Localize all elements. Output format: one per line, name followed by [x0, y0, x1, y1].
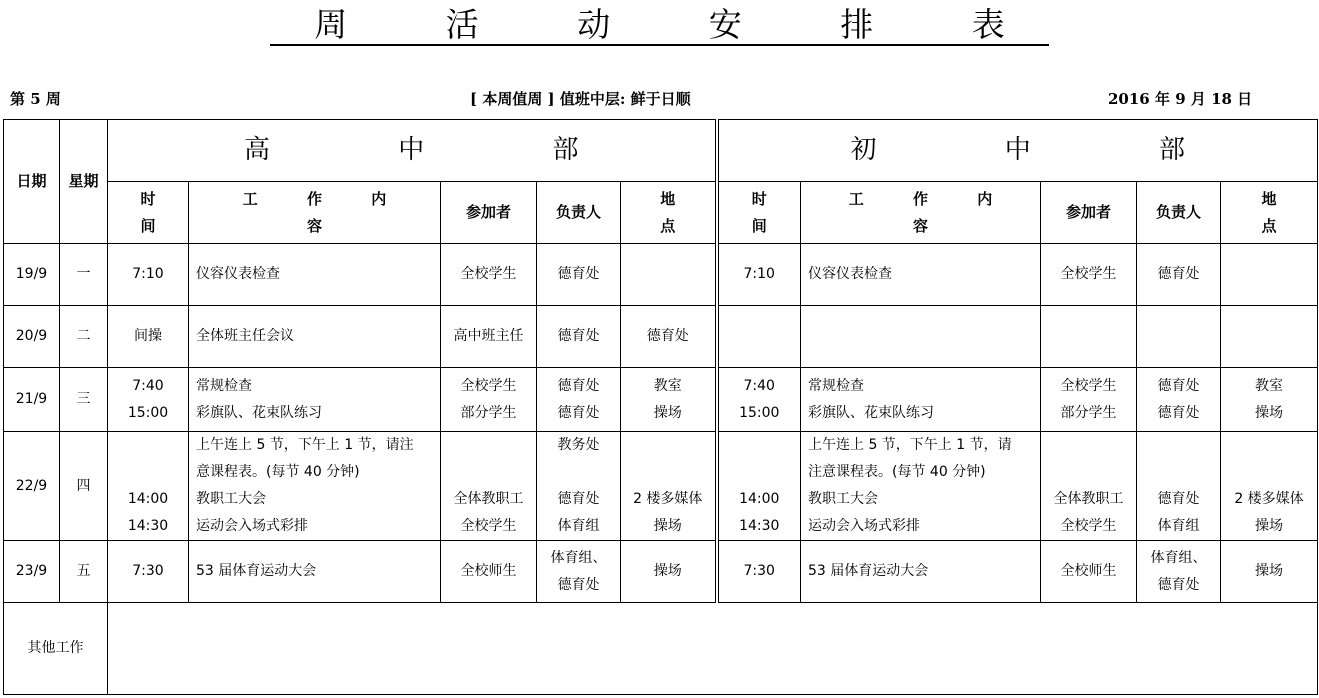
senior-participants-cell — [441, 368, 537, 432]
schedule-table — [3, 119, 1318, 695]
junior-content-line: 彩旗队、花束队练习 — [808, 404, 934, 421]
junior-content-line: 教职工大会 — [808, 491, 878, 507]
junior-time-line — [719, 459, 801, 486]
senior-time-line: 7:30 — [132, 563, 164, 579]
header-weekday: 星期 — [60, 120, 108, 244]
senior-participants-line: 部分学生 — [460, 404, 517, 421]
senior-place-cell — [621, 244, 717, 306]
cell-weekday: 四 — [60, 432, 108, 541]
junior-leader-line — [1137, 432, 1220, 459]
senior-participants-line: 高中班主任 — [453, 328, 524, 344]
junior-place-line: 教室 — [1255, 377, 1283, 394]
senior-leader-cell — [537, 244, 621, 306]
senior-time-cell — [108, 368, 189, 432]
senior-content-line: 常规检查 — [196, 377, 252, 394]
header-time: 时 间 — [717, 182, 801, 244]
senior-place-cell — [621, 306, 717, 368]
junior-participants-line: 部分学生 — [1060, 404, 1117, 421]
header-leader: 负责人 — [537, 182, 621, 244]
junior-participants-line: 全校学生 — [1060, 377, 1117, 394]
senior-leader-line: 体育组 — [557, 518, 600, 534]
junior-leader-line: 体育组、 — [1150, 549, 1207, 566]
senior-content-line: 彩旗队、花束队练习 — [196, 404, 322, 421]
senior-content-cell — [189, 432, 441, 541]
senior-participants-line: 全体教职工 — [453, 491, 524, 507]
cell-date: 23/9 — [4, 541, 60, 603]
junior-participants-line — [1041, 459, 1136, 486]
cell-date: 19/9 — [4, 244, 60, 306]
date-label: 2016 年 9 月 18 日 — [1108, 90, 1253, 108]
page-title-wrap — [0, 6, 1319, 46]
senior-place-cell — [621, 368, 717, 432]
senior-content-cell — [189, 306, 441, 368]
other-work-label: 其他工作 — [4, 603, 108, 695]
junior-content-cell — [801, 244, 1041, 306]
senior-place-line — [621, 459, 715, 486]
senior-place-line: 操场 — [653, 518, 682, 534]
junior-time-cell — [717, 368, 801, 432]
other-work-row — [4, 603, 1318, 695]
senior-participants-line — [441, 459, 536, 486]
senior-participants-line: 全校学生 — [460, 266, 517, 282]
senior-leader-line: 德育处 — [557, 266, 600, 282]
senior-time-line: 14:30 — [127, 518, 169, 534]
junior-content-line: 仪容仪表检查 — [808, 266, 892, 282]
junior-time-cell — [717, 306, 801, 368]
junior-place-line: 操场 — [1255, 518, 1283, 534]
junior-leader-cell — [1137, 432, 1221, 541]
junior-time-line: 7:10 — [743, 266, 775, 282]
senior-content-cell — [189, 368, 441, 432]
header-content: 工 作 内 容 — [189, 182, 441, 244]
senior-content-line: 全体班主任会议 — [196, 328, 294, 344]
header-time: 时 间 — [108, 182, 189, 244]
junior-leader-line: 德育处 — [1157, 266, 1200, 282]
senior-content-cell — [189, 541, 441, 603]
senior-participants-cell — [441, 306, 537, 368]
junior-place-line: 操场 — [1255, 404, 1283, 421]
junior-content-cell — [801, 368, 1041, 432]
junior-content-line: 53 届体育运动大会 — [808, 563, 929, 579]
senior-place-line — [621, 432, 715, 459]
cell-date: 20/9 — [4, 306, 60, 368]
header-participants: 参加者 — [441, 182, 537, 244]
junior-leader-line: 体育组 — [1157, 518, 1200, 534]
header-place: 地 点 — [1221, 182, 1318, 244]
junior-content-cell — [801, 306, 1041, 368]
senior-participants-line: 全校学生 — [460, 518, 517, 534]
senior-content-line: 仪容仪表检查 — [196, 266, 280, 282]
junior-place-cell — [1221, 368, 1318, 432]
junior-participants-cell — [1041, 432, 1137, 541]
senior-time-line — [108, 459, 188, 486]
junior-content-cell — [801, 541, 1041, 603]
junior-participants-cell — [1041, 244, 1137, 306]
senior-participants-line: 全校学生 — [460, 377, 517, 394]
senior-content-line: 53 届体育运动大会 — [196, 563, 317, 579]
junior-place-line: 操场 — [1255, 563, 1283, 579]
junior-content-line: 常规检查 — [808, 377, 864, 394]
junior-time-line: 14:00 — [739, 491, 780, 507]
header-date: 日期 — [4, 120, 60, 244]
senior-place-line: 教室 — [653, 377, 682, 394]
junior-participants-line: 全体教职工 — [1053, 491, 1124, 507]
senior-place-line: 德育处 — [646, 328, 689, 344]
senior-participants-line: 全校师生 — [460, 563, 517, 579]
junior-leader-line: 德育处 — [1157, 404, 1200, 421]
junior-participants-cell — [1041, 541, 1137, 603]
senior-content-cell — [189, 244, 441, 306]
junior-leader-cell — [1137, 244, 1221, 306]
junior-place-cell — [1221, 541, 1318, 603]
senior-place-cell — [621, 541, 717, 603]
senior-time-line: 7:40 — [132, 377, 164, 394]
junior-participants-cell — [1041, 368, 1137, 432]
senior-leader-cell — [537, 432, 621, 541]
senior-participants-cell — [441, 244, 537, 306]
senior-participants-line — [441, 432, 536, 459]
senior-content-line: 意课程表。(每节 40 分钟) — [196, 464, 360, 480]
junior-time-line — [719, 432, 801, 459]
senior-time-cell — [108, 306, 189, 368]
senior-leader-line: 德育处 — [557, 491, 600, 507]
cell-weekday: 五 — [60, 541, 108, 603]
junior-participants-line: 全校师生 — [1060, 563, 1117, 579]
cell-weekday: 一 — [60, 244, 108, 306]
senior-leader-cell — [537, 541, 621, 603]
junior-leader-cell — [1137, 368, 1221, 432]
senior-participants-cell — [441, 541, 537, 603]
senior-leader-cell — [537, 368, 621, 432]
senior-content-line: 教职工大会 — [196, 491, 266, 507]
cell-weekday: 三 — [60, 368, 108, 432]
senior-time-cell — [108, 244, 189, 306]
junior-leader-line — [1137, 459, 1220, 486]
page-title: 周 活 动 安 排 表 — [270, 6, 1048, 46]
junior-participants-cell — [1041, 306, 1137, 368]
senior-leader-line: 德育处 — [557, 328, 600, 344]
junior-time-line: 14:30 — [739, 518, 780, 534]
senior-time-line — [108, 432, 188, 459]
junior-content-line: 注意课程表。(每节 40 分钟) — [808, 464, 986, 480]
senior-content-line: 运动会入场式彩排 — [196, 518, 308, 534]
senior-time-cell — [108, 432, 189, 541]
senior-time-line: 间操 — [134, 328, 162, 344]
junior-time-cell — [717, 541, 801, 603]
senior-leader-cell — [537, 306, 621, 368]
senior-leader-line: 体育组、 — [550, 549, 607, 566]
senior-place-cell — [621, 432, 717, 541]
cell-weekday: 二 — [60, 306, 108, 368]
junior-place-cell — [1221, 244, 1318, 306]
table-row — [4, 432, 1318, 541]
junior-time-cell — [717, 244, 801, 306]
junior-leader-line: 德育处 — [1157, 491, 1200, 507]
week-label: 第 5 周 — [10, 90, 61, 108]
senior-time-line: 7:10 — [132, 266, 164, 282]
senior-participants-cell — [441, 432, 537, 541]
senior-leader-line: 教务处 — [557, 437, 600, 453]
senior-place-line: 操场 — [653, 404, 682, 421]
junior-place-cell — [1221, 306, 1318, 368]
table-row — [4, 244, 1318, 306]
junior-content-line: 运动会入场式彩排 — [808, 518, 920, 534]
junior-time-line: 7:30 — [743, 563, 775, 579]
junior-place-line — [1221, 432, 1317, 459]
senior-leader-line: 德育处 — [557, 576, 600, 593]
table-row — [4, 541, 1318, 603]
junior-leader-cell — [1137, 541, 1221, 603]
senior-place-line: 2 楼多媒体 — [633, 491, 703, 507]
other-work-content — [108, 603, 1318, 695]
senior-leader-line — [537, 459, 620, 486]
junior-place-line: 2 楼多媒体 — [1234, 491, 1304, 507]
senior-time-line: 14:00 — [127, 491, 169, 507]
table-row — [4, 306, 1318, 368]
junior-content-cell — [801, 432, 1041, 541]
section-junior: 初 中 部 — [717, 120, 1318, 182]
junior-leader-cell — [1137, 306, 1221, 368]
junior-place-cell — [1221, 432, 1318, 541]
junior-participants-line — [1041, 432, 1136, 459]
senior-time-line: 15:00 — [127, 404, 169, 421]
senior-leader-line: 德育处 — [557, 377, 600, 394]
senior-content-line: 上午连上 5 节，下午上 1 节，请注 — [196, 437, 414, 453]
junior-participants-line: 全校学生 — [1060, 266, 1117, 282]
junior-time-line: 7:40 — [743, 377, 775, 394]
senior-leader-line: 德育处 — [557, 404, 600, 421]
senior-place-line: 操场 — [653, 563, 682, 579]
junior-place-line — [1221, 459, 1317, 486]
header-place: 地 点 — [621, 182, 717, 244]
junior-time-line: 15:00 — [739, 404, 780, 421]
section-senior: 高 中 部 — [108, 120, 717, 182]
header-content: 工 作 内 容 — [801, 182, 1041, 244]
header-participants: 参加者 — [1041, 182, 1137, 244]
junior-participants-line: 全校学生 — [1060, 518, 1117, 534]
junior-time-cell — [717, 432, 801, 541]
senior-time-cell — [108, 541, 189, 603]
header-leader: 负责人 — [1137, 182, 1221, 244]
junior-leader-line: 德育处 — [1157, 377, 1200, 394]
junior-content-line: 上午连上 5 节，下午上 1 节，请 — [808, 437, 1012, 453]
table-row — [4, 368, 1318, 432]
duty-label: [ 本周值周 ] 值班中层: 鲜于日顺 — [470, 90, 691, 108]
junior-leader-line: 德育处 — [1157, 576, 1200, 593]
cell-date: 22/9 — [4, 432, 60, 541]
cell-date: 21/9 — [4, 368, 60, 432]
